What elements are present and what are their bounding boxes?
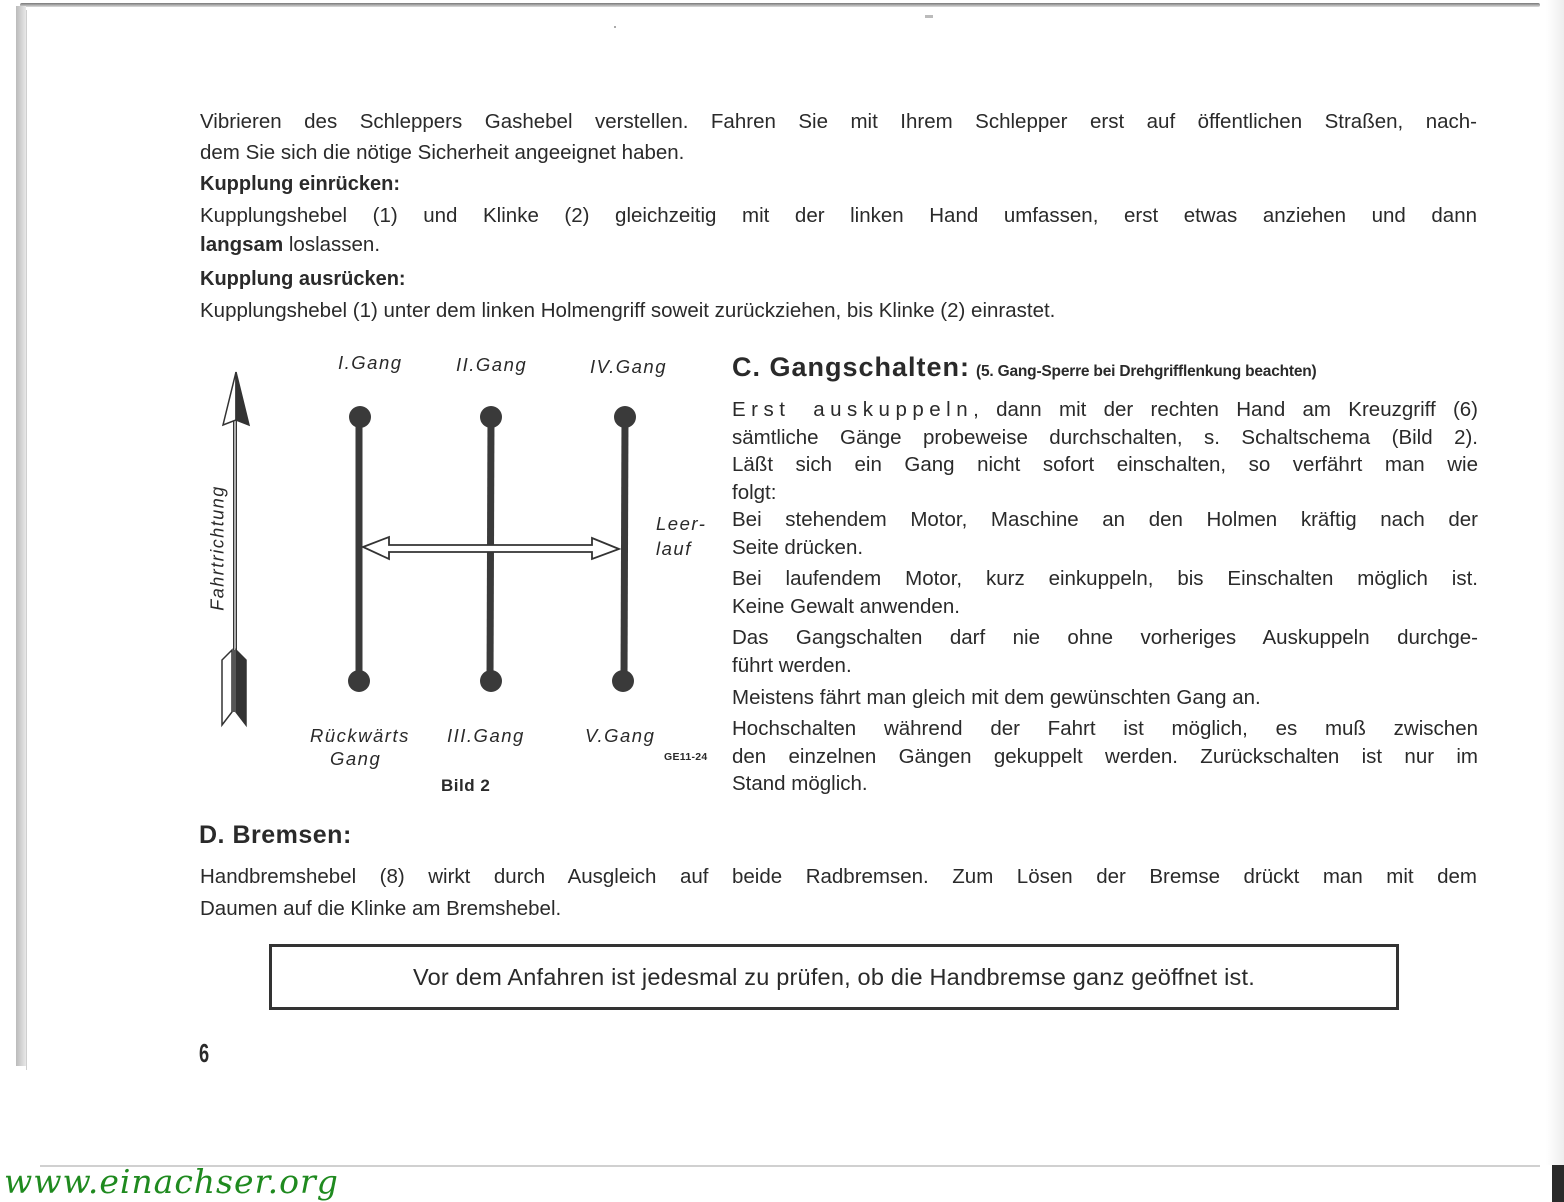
- gear-label-5: V.Gang: [585, 725, 656, 746]
- section-c-title: C. Gangschalten:: [732, 352, 971, 382]
- section-c-paragraph-2: [732, 506, 1478, 561]
- section-c-p4-line2: führt werden.: [732, 653, 852, 677]
- intro-line-2: dem Sie sich die nötige Sicherheit angeeignet haben.: [200, 141, 685, 164]
- neutral-label-line1: Leer-: [656, 513, 707, 534]
- section-c-p1-line2: sämtliche Gänge probeweise durchschalten, s. Schaltschema (Bild 2).: [732, 425, 1478, 449]
- gear-position-dot: [612, 670, 634, 692]
- gear-position-dot: [348, 670, 370, 692]
- kupplung-einruecken-heading: Kupplung einrücken:: [200, 173, 400, 195]
- section-c-p2-line2: Seite drücken.: [732, 535, 864, 559]
- gear-label-reverse: Rückwärts: [310, 725, 410, 746]
- section-c-p2-line1: Bei stehendem Motor, Maschine an den Holmen kräftig nach der: [732, 508, 1478, 531]
- gear-position-dot: [614, 406, 636, 428]
- section-d-line-2: Daumen auf die Klinke am Bremshebel.: [200, 897, 562, 920]
- section-c-p3-line2: Keine Gewalt anwenden.: [732, 594, 960, 618]
- section-c-p6-line3: Stand möglich.: [732, 772, 868, 795]
- section-c-paragraph-4: [732, 624, 1478, 679]
- gear-label-4: IV.Gang: [590, 356, 668, 377]
- intro-line-1: Vibrieren des Schleppers Gashebel verstellen. Fahren Sie mit Ihrem Schlepper erst auf öffentlichen Straßen, nach-: [200, 110, 1477, 133]
- watermark-link: www.einachser.org: [4, 1162, 339, 1201]
- figure-code: GE11-24: [664, 751, 708, 763]
- gear-position-dot: [480, 670, 502, 692]
- section-c-p1-line3: Läßt sich ein Gang nicht sofort einschalten, so verfährt man wie: [732, 453, 1478, 476]
- section-c-p1-line4: folgt:: [732, 480, 777, 504]
- section-c-paragraph-6: [732, 715, 1478, 798]
- section-c-paragraph-5: [732, 684, 1478, 712]
- emphasis-erst-auskuppeln: Erst auskuppeln: [732, 398, 974, 421]
- section-d-line-1: Handbremshebel (8) wirkt durch Ausgleich auf beide Radbremsen. Zum Lösen der Bremse drückt man mit dem: [200, 865, 1477, 888]
- section-c-p1-line1-rest: , dann mit der rechten Hand am Kreuzgriff (6): [973, 398, 1478, 421]
- warning-box: [269, 944, 1399, 1010]
- kupplung-ausruecken-heading: Kupplung ausrücken:: [200, 268, 406, 290]
- gear-label-reverse-line2: Gang: [330, 748, 382, 769]
- section-c-p1-line1: [732, 396, 1478, 424]
- section-c-paragraph-1: [732, 396, 1478, 506]
- section-c-p6-line2: den einzelnen Gängen gekuppelt werden. Zurückschalten ist nur im: [732, 744, 1478, 768]
- gear-position-dot: [480, 406, 502, 428]
- gear-position-dot: [349, 406, 371, 428]
- section-c-p3-line1: Bei laufendem Motor, kurz einkuppeln, bis Einschalten möglich ist.: [732, 567, 1478, 590]
- neutral-label-line2: lauf: [656, 538, 692, 559]
- emphasis-langsam: langsam: [200, 233, 284, 256]
- section-c-heading: [732, 352, 1317, 383]
- direction-label: Fahrtrichtung: [207, 485, 228, 611]
- gear-label-3: III.Gang: [447, 725, 525, 746]
- gear-label-1: I.Gang: [338, 352, 403, 373]
- figure-caption: Bild 2: [441, 776, 491, 795]
- warning-text: Vor dem Anfahren ist jedesmal zu prüfen, ob die Handbremse ganz geöffnet ist.: [413, 963, 1255, 990]
- section-d-title: D. Bremsen:: [199, 821, 352, 849]
- gear-label-2: II.Gang: [456, 354, 528, 375]
- kupplung-ausruecken-line-1: Kupplungshebel (1) unter dem linken Holmengriff soweit zurückziehen, bis Klinke (2) einrastet.: [200, 299, 1056, 322]
- kupplung-einruecken-line-2-rest: loslassen.: [283, 233, 381, 256]
- page-number: 6: [199, 1038, 210, 1068]
- section-c-p4-line1: Das Gangschalten darf nie ohne vorheriges Auskuppeln durchge-: [732, 626, 1478, 649]
- section-c-p6-line1: Hochschalten während der Fahrt ist möglich, es muß zwischen: [732, 717, 1478, 740]
- kupplung-einruecken-line-1: Kupplungshebel (1) und Klinke (2) gleichzeitig mit der linken Hand umfassen, erst etwas anziehen und dann: [200, 204, 1477, 227]
- section-c-note: (5. Gang-Sperre bei Drehgrifflenkung beachten): [976, 363, 1317, 380]
- section-c-paragraph-3: [732, 565, 1478, 620]
- section-c-p5-line1: Meistens fährt man gleich mit dem gewünschten Gang an.: [732, 686, 1261, 709]
